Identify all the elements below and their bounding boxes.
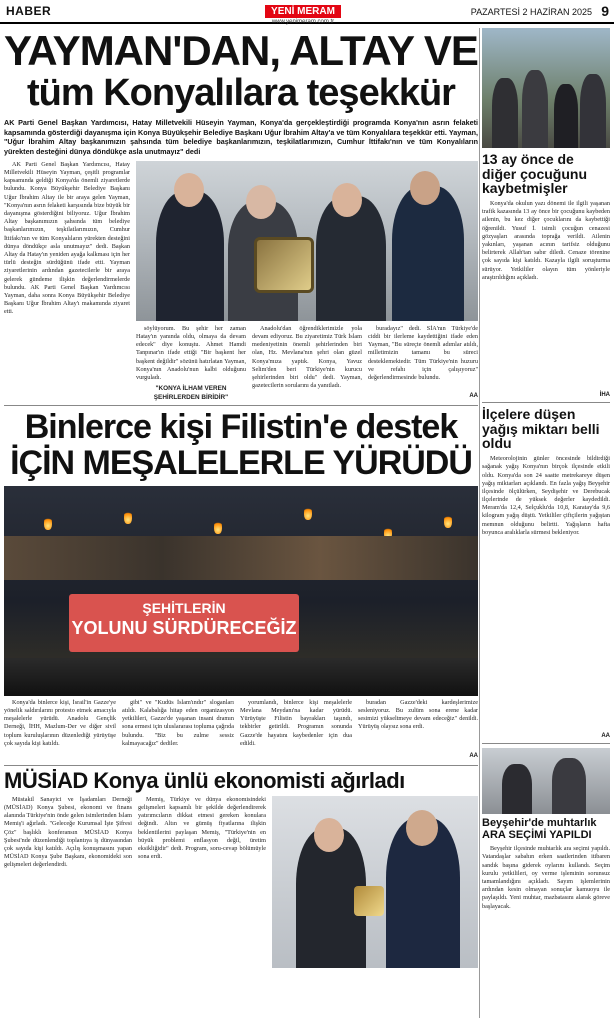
website-url: www.yenimeram.com.tr	[271, 19, 335, 25]
story2-body-right: yorumlandı, binlerce kişi meşalelerle Mevlana Meydanı'na kadar yürüdü. Yürüyüşte Filistin bayrakları taşındı, tekbirler getirildi. Programın sonunda Gazze'de hayatını kaybedenler için dua edildi.	[240, 698, 352, 747]
story1-subheading: "KONYA İLHAM VEREN ŞEHİRLERDEN BİRİDİR"	[153, 385, 229, 401]
story1-body-left: AK Parti Genel Başkan Yardımcısı, Hatay Milletvekili Hüseyin Yayman, çeşitli programlar kapsamında geldiği Konya'da önemli ziyaretlerde bulundu. Konya Büyükşehir Belediye Başkanı Uğur İbrahim Altay ile bir araya gelen Yayman, "Konya'nın asrın felaketi karşısında bize büyük bir dayanışma gösterdiğini biliyoruz. Uğur İbrahim Altay başkanımızın şahsında tüm belediye başkanlarımızın, teşkilatlarımızın, Cumhur İttifakı'nın ve tüm Konyalıların yürekten desteğini dünya döndükçe asla unutmayız" dedi. Başkan Altay da Hatay'ın yeniden ayağa kalkması için her türlü desteğin sürdüğünü ifade etti. Yayman ziyaretlerinin ardından gazetecilerle bir araya gelerek gündeme ilişkin değerlendirmelerde bulundu. AK Parti Genel Başkan Yardımcısı Yayman, daha sonra Konya Büyükşehir Belediye Başkanı Uğur İbrahim Altay'ı makamında ziyaret etti.	[4, 160, 130, 316]
sidebar-story-1	[482, 28, 610, 398]
story3-body-mid: Memiş, Türkiye ve dünya ekonomisindeki gelişmeleri kapsamlı bir şekilde değerlendirerek yatırımcıların dikkat etmesi gereken konulara değindi. Altın ve gümüş fiyatlarına ilişkin beklentilerini paylaşan Memiş, "Türkiye'nin en büyük problemi enflasyon değil, üretim eksikliğidir" dedi. Program, soru-cevap bölümüyle sona erdi.	[138, 795, 266, 861]
sidebar1-source: İHA	[599, 392, 610, 399]
sidebar3-photo	[482, 748, 610, 814]
story-yayman	[4, 27, 478, 401]
story3-photo	[272, 796, 478, 968]
sidebar-divider	[482, 743, 610, 744]
story-musiad	[4, 767, 478, 968]
sidebar1-title: 13 ay önce de diğer çocuğunu kaybetmişler	[482, 151, 587, 197]
banner-line2: YOLUNU SÜRDÜRECEĞİZ	[71, 617, 297, 638]
sidebar-story-3	[482, 748, 610, 953]
story1-body-right2: buradayız" dedi. SİA'nın Türkiye'de ciddi bir ilerleme kaydettiğini ifade eden Yayman, "Bu süreçte önemli adımlar atıldı, milletimizin tamamı bu süreci desteklemektedir. Tüm Türkiye'nin huzuru ve refahı için çalışıyoruz" değerlendirmesinde bulundu.	[368, 324, 478, 381]
story2-source: AA	[469, 752, 478, 759]
story1-photo	[136, 161, 478, 321]
story3-body-left: Müstakil Sanayici ve İşadamları Derneği (MÜSİAD) Konya Şubesi, ekonomi ve finans alanında Türkiye'nin önde gelen isimlerinden İslam Memiş'i ağırladı. "Geleceğe Kurumsal İşte Şifresi Çöz" başlıklı konferansın MÜSİAD Konya Şubesi'nde düzenlendiği toplantıya iş dünyasından çok sayıda kişi katıldı. Açılış konuşmasını yapan MÜSİAD Konya Şube Başkanı, ekonomideki son gelişmeleri değerlendirdi.	[4, 795, 132, 869]
story1-source: AA	[469, 392, 478, 399]
issue-date: PAZARTESİ 2 HAZİRAN 2025	[470, 7, 592, 17]
story2-body-far: buradan Gazze'deki kardeşlerimize sesleniyoruz. Bu zulüm sona erene kadar sesimizi yükseltmeye devam edeceğiz" denildi. Yürüyüş olaysız sona erdi.	[358, 698, 478, 731]
sidebar3-body: Beyşehir ilçesinde muhtarlık ara seçimi yapıldı. Vatandaşlar sabahın erken saatlerinden itibaren sandık başına giderek oylarını kullandı. Seçim kurulu yetkilileri, oy verme işleminin sorunsuz tamamlandığını açıkladı. Sayım işlemlerinin ardından kesin olmayan sonuçlar kamuoyu ile paylaşıldı. Yeni muhtar, mazbatasını alarak göreve başlayacak.	[482, 845, 610, 910]
protest-banner	[69, 594, 299, 652]
sidebar-divider	[482, 402, 610, 403]
plaque-gift	[254, 237, 314, 293]
story2-body-left: Konya'da binlerce kişi, İsrail'in Gazze'ye yönelik saldırılarını protesto etmek amacıyla meşalelerle yürüdü. Anadolu Gençlik Derneği, İHH, Mazlum-Der ve diğer sivil toplum kuruluşlarının düzenlediği yürüyüşe çok sayıda kişi katıldı.	[4, 698, 116, 747]
story1-body-right1: Anadolu'dan öğrendiklerimizle yola devam ediyoruz. Bu ziyaretimiz Türk İslam medeniyetinin önemli şehirlerinden biri olan, Hz. Mevlana'nın şehri olan güzel Konya'mıza yaptık. Konya, Yavuz Selim'den beri Türkiye'nin kurucu şehirlerinden biri oldu" dedi. Yayman, gazetecilerin sorularını da yanıtladı.	[252, 324, 362, 390]
page-header	[0, 0, 614, 24]
story2-body-mid: gibi" ve "Kudüs İslam'ındır" sloganları atıldı. Kalabalığa hitap eden organizasyon yetkilileri, Gazze'de yaşanan insani dramın sona ermesi için uluslararası topluma çağrıda bulundu. "Biz bu zulme sessiz kalmayacağız" dediler.	[122, 698, 234, 747]
sidebar1-photo	[482, 28, 610, 148]
banner-line1: ŞEHİTLERİN	[142, 599, 226, 616]
story2-headline-line2: İÇİN MEŞALELERLE YÜRÜDÜ	[10, 443, 472, 482]
story3-headline: MÜSİAD Konya ünlü ekonomisti ağırladı	[4, 767, 405, 793]
sidebar2-body: Meteorolojinin günler öncesinde bildirdiği sağanak yağış Konya'nın birçok ilçesinde etkili oldu. Konya'da son 24 saatte metrekareye düşen yağış miktarları açıklandı. En fazla yağış Beyşehir ilçesinde ölçülürken, Seydişehir ve Derebucak ilçelerinde de yüksek değerler kaydedildi. Meram'da 12,4, Selçuklu'da 10,8, Karatay'da 9,6 kilogram yağış düştü. Yetkililer çiftçilerin yağıştan memnun olduğunu belirtti. Yağışların hafta boyunca aralıklarla sürmesi bekleniyor.	[482, 455, 610, 536]
story1-headline-line2: tüm Konyalılara teşekkür	[27, 72, 455, 114]
newspaper-logo: YENİ MERAM	[265, 5, 341, 18]
sidebar2-title: İlçelere düşen yağış miktarı belli oldu	[482, 406, 600, 452]
section-label: HABER	[6, 4, 52, 18]
sidebar1-body: Konya'da okulun yazı dönemi ile ilgili yaşanan trafik kazasında 13 ay önce bir çocuğunu kaybeden ailenin, bu kez diğer çocuklarını da kaybettiği öğrenildi. Yusuf İ. isimli çocuğun cenazesi gözyaşları arasında toprağa verildi. Ailenin yakınları, yaşanan acının tarifsiz olduğunu belirterek Allah'tan sabır diledi. Cenaze törenine çok sayıda kişi katıldı. Kazayla ilgili soruşturma sürüyor. Yetkililer olayın tüm yönleriyle araştırıldığını açıkladı.	[482, 200, 610, 281]
column-divider	[479, 28, 480, 1018]
sidebar3-title: Beyşehir'de muhtarlık ARA SEÇİMİ YAPILDI	[482, 817, 597, 841]
story-filistin	[4, 407, 478, 761]
sidebar2-source: AA	[601, 733, 610, 740]
story2-photo	[4, 486, 478, 696]
masthead	[248, 1, 358, 25]
story1-body-mid: söylüyorum. Bu şehir her zaman Hatay'ın yanında oldu, olmaya da devam edecek" diye konuştu. Ahmet Hamdi Tanpınar'ın ifade ettiği "Bir başkent her başkent değildir" sözünü hatırlatan Yayman, Konya'nın Anadolu'nun kalbi olduğunu vurguladı. "KONYA İLHAM VEREN ŞEHİRLERDEN BİRİDİR"	[136, 324, 246, 401]
story-divider	[4, 405, 478, 406]
story1-lead: AK Parti Genel Başkan Yardımcısı, Hatay Milletvekili Hüseyin Yayman, Konya'da gerçekleştirdiği programda Konya'nın asrın felaketi kapsamında gösterdiği dayanışma için Konya Büyükşehir Belediye Başkanı Uğur İbrahim Altay'a ve tüm Konyalılara teşekkür etti. Yayman, "Uğur İbrahim Altay başkanımızın şahsında tüm belediye başkanlarımızın, teşkilatlarımızın, Cumhur İttifakı'nın ve tüm Konyalıların yürekten desteğini dünya döndükçe asla unutmayız" dedi	[4, 118, 478, 157]
page-number: 9	[601, 3, 609, 19]
story2-headline-line1: Binlerce kişi Filistin'e destek	[24, 407, 458, 446]
story-divider	[4, 765, 478, 766]
sidebar-column	[482, 28, 610, 953]
sidebar-story-2	[482, 407, 610, 739]
main-column	[4, 28, 478, 968]
story1-headline-line1: YAYMAN'DAN, ALTAY VE	[4, 27, 478, 74]
